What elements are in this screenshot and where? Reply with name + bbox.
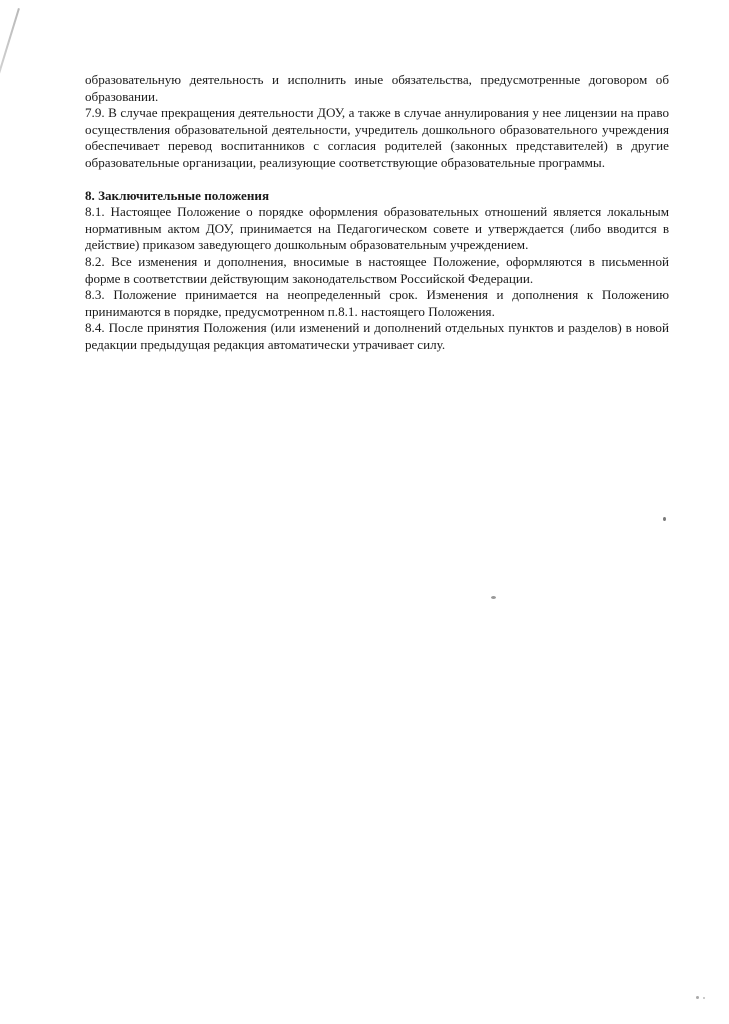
scan-speck [696,996,699,999]
paragraph-8-3: 8.3. Положение принимается на неопределенный срок. Изменения и дополнения к Положению принимаются в порядке, предусмотренном п.8.1. настоящего Положения. [85,287,669,319]
paragraph-8-4: 8.4. После принятия Положения (или изменений и дополнений отдельных пунктов и разделов) в новой редакции предыдущая редакция автоматически утрачивает силу. [85,320,669,352]
scan-speck [703,997,705,999]
scan-edge-mark [0,8,20,121]
section-8-heading: 8. Заключительные положения [85,187,270,203]
paragraph-8-2: 8.2. Все изменения и дополнения, вносимые в настоящее Положение, оформляются в письменной форме в соответствии действующим законодательством Российской Федерации. [85,253,669,286]
paragraph-8-1: 8.1. Настоящее Положение о порядке оформления образовательных отношений является локальным нормативным актом ДОУ, принимается на Педагогическом совете и утверждается (либо вводится в действие) приказом заведующего дошкольным образовательным учреждением. [85,204,669,253]
document-body [85,72,669,354]
scan-speck [491,596,496,599]
paragraph-7-8-continuation: образовательную деятельность и исполнить иные обязательства, предусмотренные договором об образовании. [85,72,669,104]
paragraph-7-9: 7.9. В случае прекращения деятельности ДОУ, а также в случае аннулирования у нее лицензии на право осуществления образовательной деятельности, учредитель дошкольного образовательного учреждения обеспечивает перевод воспитанников с согласия родителей (законных представителей) в другие образовательные организации, реализующие соответствующие образовательные программы. [85,105,669,170]
scan-speck [663,517,666,521]
